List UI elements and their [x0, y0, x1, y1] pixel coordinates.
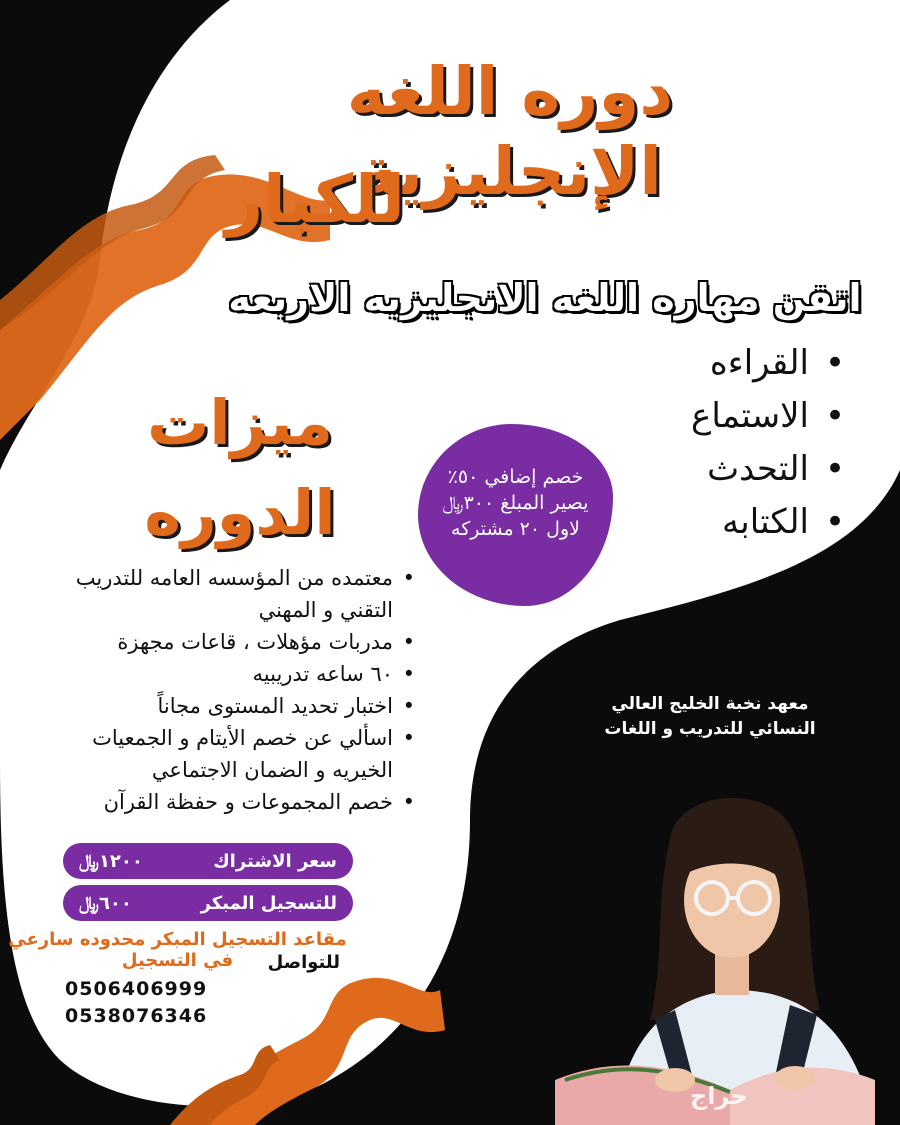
skills-list — [640, 337, 845, 549]
feature-item: • خصم المجموعات و حفظة القرآن — [40, 786, 415, 818]
institute-line: معهد نخبة الخليج العالي — [611, 694, 809, 714]
institute-line: النسائي للتدريب و اللغات — [604, 719, 816, 739]
main-title: دوره اللغه الإنجليزية — [346, 53, 674, 210]
phone-number[interactable]: 0506406999 — [65, 978, 208, 1000]
discount-text — [418, 464, 613, 542]
seats-note: مقاعد التسجيل المبكر محدوده سارعي في التسجيل — [8, 929, 347, 971]
discount-line: يصير المبلغ ٣٠٠﷼ — [442, 492, 589, 514]
phone-number[interactable]: 0538076346 — [65, 1005, 208, 1027]
discount-line: خصم إضافي ٥٠٪ — [447, 466, 584, 488]
price-value: ١٢٠٠﷼ — [79, 850, 143, 872]
feature-item: • اختبار تحديد المستوى مجاناً — [40, 690, 415, 722]
contact-label: للتواصل — [267, 952, 340, 973]
discount-line: لاول ٢٠ مشتركه — [451, 518, 580, 540]
feature-item: • مدربات مؤهلات ، قاعات مجهزة — [40, 626, 415, 658]
feature-item: • اسألي عن خصم الأيتام و الجمعيات الخيريه و الضمان الاجتماعي — [40, 722, 415, 786]
price-pill-subscription — [63, 843, 353, 879]
feature-item: • ٦٠ ساعه تدريبيه — [40, 658, 415, 690]
features-title-line2: الدوره — [144, 476, 336, 549]
feature-item: • معتمده من المؤسسه العامه للتدريب التقني و المهني — [40, 562, 415, 626]
skill-item: • القراءه — [640, 337, 845, 390]
institute-name — [580, 692, 840, 742]
features-title-line1: ميزات — [147, 386, 333, 459]
price-label: للتسجيل المبكر — [200, 892, 337, 914]
subtitle: اتقن مهاره اللغه الانجليزيه الاربعه — [228, 276, 862, 320]
price-pill-early — [63, 885, 353, 921]
skill-item: • الكتابه — [640, 496, 845, 549]
skill-item: • التحدث — [640, 443, 845, 496]
skill-item: • الاستماع — [640, 390, 845, 443]
main-title-line2: للكبار — [225, 161, 405, 238]
price-value: ٦٠٠﷼ — [79, 892, 132, 914]
price-label: سعر الاشتراك — [213, 850, 337, 872]
student-reading-photo — [555, 780, 900, 1125]
watermark: حراج — [690, 1082, 748, 1110]
features-list — [40, 562, 415, 818]
features-title — [110, 378, 370, 558]
